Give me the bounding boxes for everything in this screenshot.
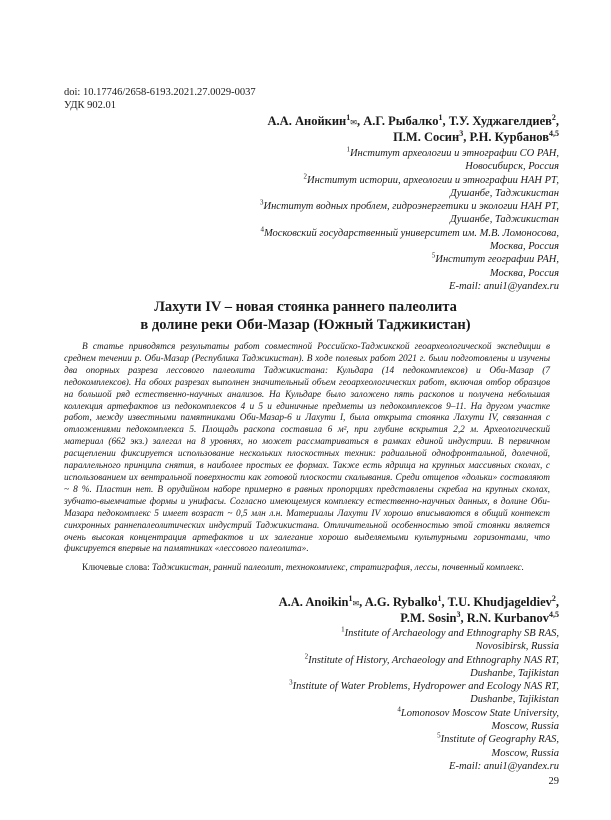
author-name: A.A. Anoikin [278, 595, 349, 609]
author-sup: 4,5 [549, 609, 559, 619]
affiliation-sup: 1 [346, 145, 350, 154]
author-sup: 1 [438, 112, 443, 122]
affiliation [119, 627, 559, 654]
author-separator: , [555, 595, 559, 609]
affiliation-line: Институт водных проблем, гидроэнергетики и экологии НАН РТ, [263, 201, 559, 213]
author-name: , Т.У. Худжагелдиев [442, 114, 552, 128]
affiliation-line: Институт истории, археологии и этнографии НАН РТ, [307, 174, 559, 186]
authors-ru-line-1 [139, 114, 559, 130]
affiliation-sup: 5 [437, 731, 441, 740]
author-sup: 4,5 [549, 128, 559, 138]
affiliation-line: Душанбе, Таджикистан [450, 214, 559, 226]
affiliation-line: Москва, Россия [489, 267, 559, 279]
authors-en [139, 595, 559, 626]
keywords-label: Ключевые слова: [82, 563, 150, 573]
email-icon: ✉ [352, 599, 360, 608]
article-title [60, 298, 551, 334]
affiliation [119, 174, 559, 201]
author-sup: 1 [437, 593, 442, 603]
affiliation-line: Московский государственный университет им. М.В. Ломоносова, [263, 227, 559, 239]
affiliation-line: Dushanbe, Tajikistan [470, 694, 559, 706]
authors-ru [139, 114, 559, 145]
author-name: P.M. Sosin [400, 611, 457, 625]
affiliation-line: Moscow, Russia [491, 747, 559, 759]
author-name: , T.U. Khudjageldiev [441, 595, 552, 609]
udk: УДК 902.01 [64, 100, 117, 111]
abstract [64, 342, 550, 556]
author-name: А.А. Анойкин [267, 114, 347, 128]
affiliation-line: Novosibirsk, Russia [475, 641, 559, 653]
affiliation-sup: 5 [431, 251, 436, 260]
doi: doi: 10.17746/2658-6193.2021.27.0029-0037 [64, 87, 256, 98]
affiliation-line: Институт археологии и этнографии СО РАН, [349, 148, 559, 159]
affiliation [119, 733, 559, 760]
title-line: в долине реки Оби-Мазар (Южный Таджикистан) [140, 317, 471, 333]
affiliation-line: Душанбе, Таджикистан [450, 187, 559, 199]
affiliation-line: Institute of Water Problems, Hydropower and Ecology NAS RT, [292, 681, 559, 693]
abstract-text: В статье приводятся результаты работ совместной Российско-Таджикской геоархеологической экспедиции в среднем течении р. Оби-Мазар (Республика Таджикистан). В ходе полевых работ 2021 г. были подготовлены и изучены два опорных разреза лессового палеолита Таджикистана: Кульдара (14 педокомплексов) и Оби-Мазар (7 педокомплексов). На обоих разрезах выполнен значительный объем геоархеологических работ, включая отбор образцов на большой ряд естественно-научных анализов. На Кульдаре было заложено пять раскопов и получена небольшая коллекция артефактов из педокомплексов 4 и 5 и единичные предметы из педокомплексов 9–11. На другом участке работ, между известными памятниками Оби-Мазар-6 и Лахути I, была открыта стоянка Лахути IV, связанная с отложениями педокомплекса 5. Площадь раскопа составила 6 м², при глубине вскрытия 2,2 м. Археологический материал (662 экз.) залегал на 8 уровнях, но может рассматриваться в рамках единой индустрии. В первичном расщеплении фиксируется использование нескольких плоскостных техник: радиальной однофронтальной, долечной, параллельного принципа снятия, в наиболее простых ее формах. Также есть ядрища на крупных массивных сколах, с использованием их вентральной поверхности как готовой плоскости скалывания. Среди отщепов «дольки» составляют ~ 8 %. Пластин нет. В орудийном наборе примерно в равных пропорциях представлены скребла на крупных сколах, зубчато-выемчатые формы и унифасы. Согласно имеющемуся комплексу естественно-научных данных, в долине Оби-Мазара педокомплекс 5 имеет возраст ~ 0,5 млн л.н. Материалы Лахути IV хорошо вписываются в общий контекст синхронных раннепалеолитических индустрий Таджикистана. Отличительной особенностью этой стоянки является очень высокая концентрация артефактов и их залегание хорошо выделяемыми культурными горизонтами, что фиксируется впервые на памятниках «лессового палеолита». [64, 342, 550, 555]
affiliation [119, 147, 559, 174]
affiliation-sup: 2 [304, 652, 309, 661]
authors-en-line-2 [139, 611, 559, 626]
author-separator: , [555, 114, 559, 128]
affiliation-line: Dushanbe, Tajikistan [470, 667, 559, 679]
email-icon: ✉ [350, 118, 357, 127]
affiliation-line: Moscow, Russia [491, 721, 559, 733]
email-en: E-mail: anui1@yandex.ru [449, 760, 559, 772]
keywords-value: Таджикистан, ранний палеолит, технокомплекс, стратиграфия, лессы, почвенный комплекс. [152, 563, 524, 573]
affiliation-line: Новосибирск, Россия [465, 161, 559, 173]
affiliations-en [119, 627, 559, 773]
affiliation [119, 227, 559, 254]
author-name: , A.G. Rybalko [359, 595, 438, 609]
author-sup: 3 [456, 609, 461, 619]
keywords [82, 562, 552, 574]
affiliation [119, 200, 559, 227]
author-sup: 2 [551, 112, 556, 122]
email-ru: E-mail: anui1@yandex.ru [449, 280, 559, 292]
affiliation [119, 253, 559, 280]
author-name: , А.Г. Рыбалко [356, 114, 439, 128]
affiliation-line: Institute of History, Archaeology and Ethnography NAS RT, [308, 654, 559, 666]
author-sup: 1 [348, 593, 353, 603]
page-number: 29 [548, 776, 559, 787]
affiliation-line: Institute of Geography RAS, [440, 734, 559, 746]
affiliation-sup: 3 [289, 678, 293, 687]
author-sup: 3 [459, 128, 464, 138]
affiliation-line: Москва, Россия [489, 241, 559, 253]
affiliations-ru [119, 147, 559, 293]
affiliation [119, 680, 559, 707]
authors-ru-line-2 [139, 130, 559, 145]
affiliation-sup: 1 [341, 625, 345, 634]
title-line: Лахути IV – новая стоянка раннего палеолита [154, 299, 457, 315]
affiliation-sup: 3 [260, 198, 264, 207]
authors-en-line-1 [139, 595, 559, 611]
affiliation-sup: 2 [303, 172, 307, 181]
affiliation [119, 654, 559, 681]
author-sup: 2 [551, 593, 556, 603]
affiliation-line: Lomonosov Moscow State University, [400, 707, 559, 719]
affiliation-line: Institute of Archaeology and Ethnography SB RAS, [344, 628, 559, 639]
affiliation-sup: 4 [397, 705, 401, 714]
affiliation-sup: 4 [260, 225, 264, 234]
author-sup: 1 [346, 112, 351, 122]
affiliation [119, 707, 559, 734]
affiliation-line: Институт географии РАН, [435, 254, 559, 266]
author-name: , R.N. Kurbanov [460, 611, 549, 625]
author-name: , Р.Н. Курбанов [463, 130, 549, 144]
author-name: П.М. Сосин [393, 130, 460, 144]
